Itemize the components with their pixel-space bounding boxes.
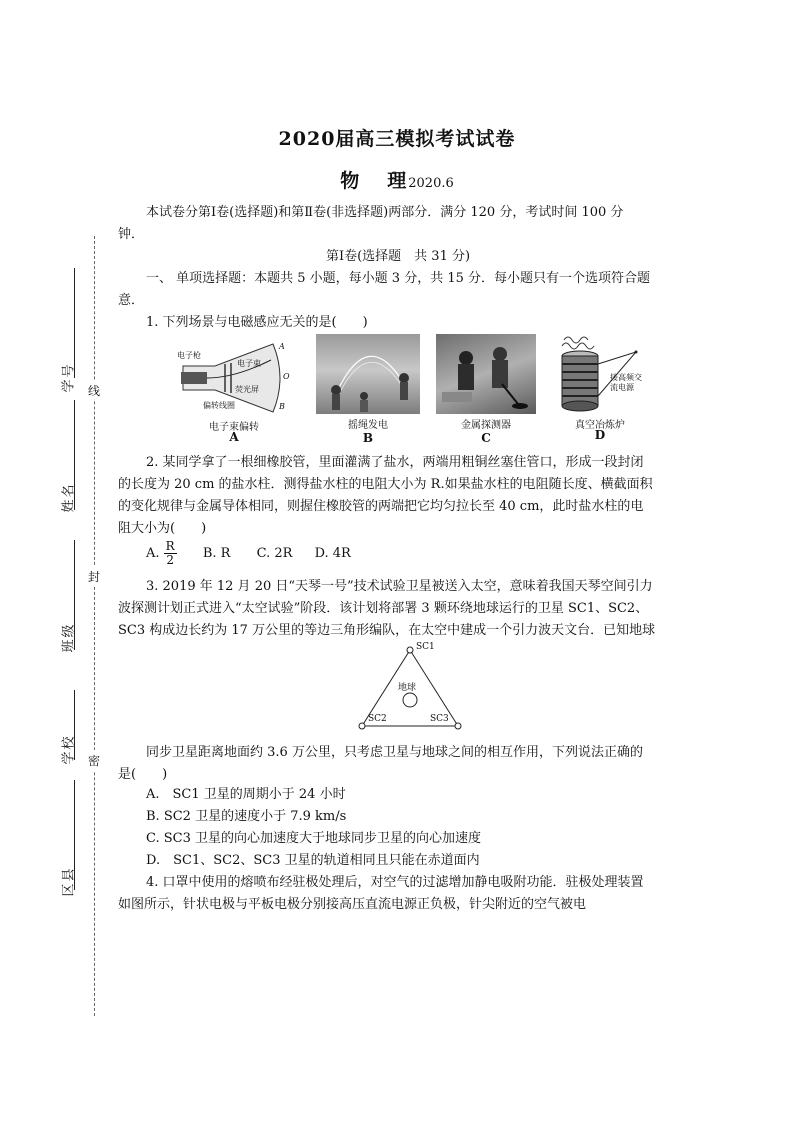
q2-line-1: 2. 某同学拿了一根细橡胶管，里面灌满了盐水，两端用粗铜丝塞住管口，形成一段封闭 [146, 455, 644, 470]
q2-options [146, 540, 351, 567]
crt-label-a: A [279, 342, 285, 351]
section-desc-line-1: 一、 单项选择题：本题共 5 小题，每小题 3 分，共 15 分．每小题只有一个选项符合题 [146, 271, 651, 286]
q2-option-b: B. R [202, 546, 231, 561]
q1-figure-a [175, 338, 293, 444]
q2-option-a: A. $\frac{R}{2}$ [146, 539, 175, 567]
crt-label-o: O [283, 372, 290, 381]
binding-dashed-line [94, 236, 95, 1016]
field-banji-line [74, 540, 75, 650]
figure-d-caption: 真空冶炼炉 [575, 420, 625, 431]
intro-line-2: 钟． [118, 227, 145, 242]
figure-a-letter: A [229, 430, 239, 444]
binding-label-xian: 线 [88, 380, 100, 401]
subject-char-1: 物 [340, 170, 388, 192]
label-sc3: SC3 [430, 714, 449, 724]
field-xuexiao-line [74, 690, 75, 760]
field-xingming-line [74, 400, 75, 510]
q3-line-4: 同步卫星距离地面约 3.6 万公里，只考虑卫星与地球之间的相互作用，下列说法正确的 [146, 745, 643, 760]
field-quxian-label: 区县 [61, 866, 77, 897]
figure-b-caption: 摇绳发电 [348, 420, 388, 431]
q2-option-d: D. 4R [314, 546, 351, 561]
field-xuexiao-label: 学校 [61, 734, 77, 765]
q3-option-c: C. SC3 卫星的向心加速度大于地球同步卫星的向心加速度 [146, 831, 482, 846]
field-xuehao-label: 学号 [61, 362, 77, 393]
field-quxian-line [74, 780, 75, 890]
q1-stem: 1. 下列场景与电磁感应无关的是( ) [146, 315, 368, 330]
exam-date: 2020.6 [408, 176, 454, 191]
figure-c-caption: 金属探测器 [461, 420, 511, 431]
photo-rope-swinging [316, 334, 420, 414]
q4-line-2: 如图所示，针状电极与平板电极分别接高压直流电源正负极，针尖附近的空气被电 [118, 897, 587, 912]
figure-b-letter: B [362, 431, 374, 445]
q3-option-b: B. SC2 卫星的速度小于 7.9 km/s [146, 809, 347, 824]
subject-char-2: 理 [387, 170, 407, 192]
field-xuehao-line [74, 268, 75, 378]
crt-label-beam: 电子束 [237, 359, 261, 368]
figure-c-letter: C [481, 431, 491, 445]
figure-a-caption: 电子束偏转 [209, 422, 259, 433]
exam-title: 2020届高三模拟考试试卷 [278, 128, 516, 150]
q2-option-c: C. 2R [256, 546, 293, 561]
field-banji-label: 班级 [61, 622, 77, 653]
q2-line-4: 阻大小为( ) [118, 521, 207, 536]
q4-line-1: 4. 口罩中使用的熔喷布经驻极处理后，对空气的过滤增加静电吸附功能．驻极处理装置 [146, 875, 644, 890]
intro-line-1: 本试卷分第Ⅰ卷(选择题)和第Ⅱ卷(非选择题)两部分．满分 120 分，考试时间 100 分 [146, 205, 624, 220]
photo-metal-detector [436, 334, 536, 414]
fraction-r-over-2: $\frac{R}{2}$ [165, 539, 175, 567]
q1-figure-d [550, 334, 660, 444]
binding-label-mi: 密 [88, 750, 100, 771]
furnace-label-2: 流电源 [610, 383, 634, 392]
satellite-triangle-diagram [352, 642, 472, 734]
label-sc1: SC1 [416, 642, 435, 652]
field-xingming-label: 姓名 [61, 482, 77, 513]
q1-figure-b [316, 334, 420, 444]
furnace-label-1: 接高频交 [610, 373, 642, 382]
subject-heading [0, 166, 794, 193]
section-heading: 第Ⅰ卷(选择题 共 31 分) [325, 249, 471, 264]
vacuum-furnace-diagram [550, 334, 660, 414]
crt-label-b: B [279, 402, 285, 411]
q2-line-3: 的变化规律与金属导体相同，则握住橡胶管的两端把它均匀拉长至 40 cm，此时盐水柱的电 [118, 499, 644, 514]
q3-line-1: 3. 2019 年 12 月 20 日“天琴一号”技术试验卫星被送入太空，意味着我国天琴空间引力 [146, 579, 653, 594]
crt-label-gun: 电子枪 [177, 351, 201, 360]
crt-label-coil: 偏转线圈 [203, 401, 235, 410]
section-desc-line-2: 意． [118, 293, 145, 308]
figure-d-letter: D [594, 428, 606, 442]
crt-label-screen: 荧光屏 [235, 385, 259, 394]
q3-option-a: A. SC1 卫星的周期小于 24 小时 [146, 787, 346, 802]
q3-line-3: SC3 构成边长约为 17 万公里的等边三角形编队，在太空中建成一个引力波天文台．已知地球 [118, 623, 656, 638]
label-earth: 地球 [398, 683, 417, 693]
label-sc2: SC2 [368, 714, 387, 724]
q2-line-2: 的长度为 20 cm 的盐水柱．测得盐水柱的电阻大小为 R.如果盐水柱的电阻随长度、横截面积 [118, 477, 653, 492]
q3-option-d: D. SC1、SC2、SC3 卫星的轨道相同且只能在赤道面内 [146, 853, 480, 868]
q3-line-5: 是( ) [118, 767, 168, 782]
q1-figure-c [436, 334, 536, 444]
q3-line-2: 波探测计划正式进入“太空试验”阶段．该计划将部署 3 颗环绕地球运行的卫星 SC1、SC2、 [118, 601, 649, 616]
binding-label-feng: 封 [88, 566, 100, 587]
